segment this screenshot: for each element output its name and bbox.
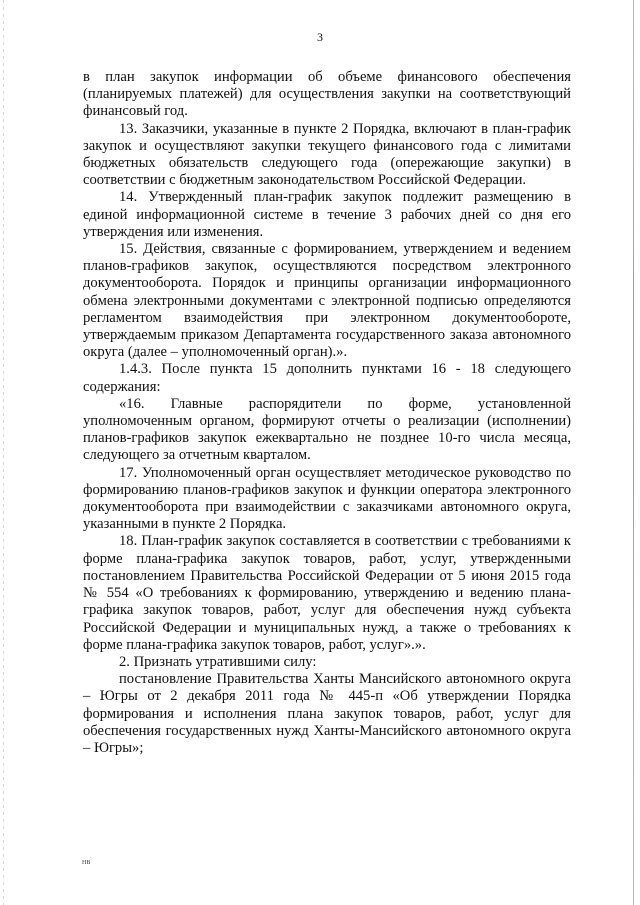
paragraph-item-17: 17. Уполномоченный орган осуществляет методическое руководство по формированию планов-графиков закупок и функции оператора электронного документооборота при взаимодействии с заказчиками автономного округа, указанными в пункте 2 Порядка. [83, 464, 571, 533]
paragraph-continuation: в план закупок информации об объеме финансового обеспечения (планируемых платежей) для осуществления закупки на соответствующий финансовый год. [83, 69, 571, 120]
paragraph-amendment-1-4-3: 1.4.3. После пункта 15 дополнить пунктами 16 - 18 следующего содержания: [83, 361, 571, 395]
scan-edge-left [3, 0, 4, 905]
paragraph-item-18: 18. План-график закупок составляется в соответствии с требованиями к форме плана-графика закупок товаров, работ, услуг, утвержденными постановлением Правительства Российской Федерации от 5 июня 2015 года № 554 «О требованиях к формированию, утверждению и ведению плана-графика закупок товаров, работ, услуг для обеспечения нужд субъекта Российской Федерации и муниципальных нужд, а также о требованиях к форме плана-графика закупок товаров, работ, услуг».». [83, 533, 571, 653]
document-body [83, 69, 571, 757]
paragraph-section-2: 2. Признать утратившими силу: [119, 653, 317, 670]
page-number: 3 [317, 30, 323, 44]
footer-mark: НВ [82, 860, 91, 866]
paragraph-item-13: 13. Заказчики, указанные в пункте 2 Порядка, включают в план-график закупок и осуществляют закупки текущего финансового года с лимитами бюджетных обязательств следующего года (опережающие закупки) в соответствии с бюджетным законодательством Российской Федерации. [83, 120, 571, 189]
paragraph-item-16: «16. Главные распорядители по форме, установленной уполномоченным органом, формируют отчеты о реализации (исполнении) планов-графиков закупок ежеквартально не позднее 10-го числа месяца, следующего за отчетным кварталом. [83, 395, 571, 464]
paragraph-item-15: 15. Действия, связанные с формированием, утверждением и ведением планов-графиков закупок, осуществляются посредством электронного документооборота. Порядок и принципы организации информационного обмена электронными документами с электронной подписью определяются регламентом взаимодействия при электронном документообороте, утверждаемым приказом Департамента государственного заказа автономного округа (далее – уполномоченный орган).». [83, 241, 571, 361]
paragraph-repealed-act: постановление Правительства Ханты Мансийского автономного округа – Югры от 2 декабря 2011 года № 445-п «Об утверждении Порядка формирования и исполнения плана закупок товаров, работ, услуг для обеспечения государственных нужд Ханты-Мансийского автономного округа – Югры»; [83, 671, 571, 756]
scan-edge-right [633, 0, 634, 905]
paragraph-item-14: 14. Утвержденный план-график закупок подлежит размещению в единой информационной системе в течение 3 рабочих дней со дня его утверждения или изменения. [83, 189, 571, 240]
